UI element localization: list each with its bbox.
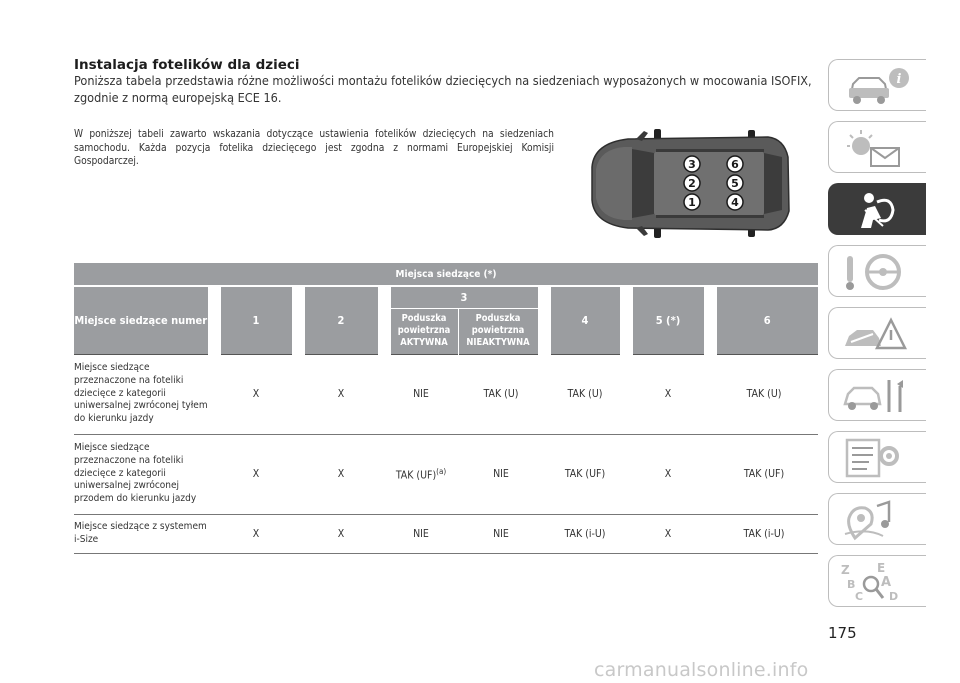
car-crash-warning-icon [837,312,917,356]
table-cell: X [298,354,384,434]
table-cell: TAK (U) [710,354,818,434]
chapter-tab-technical-data[interactable] [828,431,926,483]
row-header-seat-number: Miejsce siedzące numer [74,286,214,354]
airbag-seat-icon [837,188,917,232]
column-header-3-airbag-inactive: Poduszka powietrzna NIEAKTYWNA [458,308,544,354]
multimedia-music-icon [837,498,917,542]
footnote-marker: (a) [436,466,447,476]
technical-data-gear-icon [837,436,917,480]
child-seat-table [74,263,818,554]
svg-text:E: E [877,561,886,575]
section-note: W poniższej tabeli zawarto wskazania dotyczące ustawienia fotelików dziecięcych na siedzeniach samochodu. Każda pozycja fotelika dziecięcego jest zgodna z normami Europejskiej Komisji Gospodarczej. [74,129,554,167]
section-intro: Poniższa tabela przedstawia różne możliwości montażu fotelików dziecięcych na siedzeniach wyposażonych w mocowania ISOFIX, zgodnie z normą europejską ECE 16. [74,73,812,105]
svg-text:C: C [855,590,864,603]
seat-marker-6: 6 [731,158,739,171]
car-service-tools-icon [837,374,917,418]
warning-light-mail-icon [837,126,917,170]
table-cell [384,354,458,434]
seat-marker-2: 2 [688,177,696,190]
table-cell: X [626,514,710,553]
table-cell [384,514,458,553]
table-cell: X [298,434,384,514]
table-cell: X [214,434,298,514]
row-label: Miejsce siedzące z systemem i-Size [74,514,214,553]
chapter-tab-safety[interactable] [828,183,926,235]
seat-marker-5: 5 [731,177,739,190]
table-cell: X [214,514,298,553]
svg-text:i: i [896,72,902,87]
chapter-tab-car-info[interactable] [828,59,926,111]
cell-value: NIE [413,388,429,400]
seat-marker-1: 1 [688,196,696,209]
table-cell: NIE [458,434,544,514]
chapter-tab-warning-lights[interactable] [828,121,926,173]
svg-text:Z: Z [841,563,850,577]
chapter-tab-emergency[interactable] [828,307,926,359]
table-cell: X [626,434,710,514]
table-cell: TAK (UF) [710,434,818,514]
chapter-tab-starting-driving[interactable] [828,245,926,297]
svg-text:A: A [881,575,892,590]
table-cell: X [298,514,384,553]
watermark: carmanualsonline.info [594,659,809,681]
seat-marker-3: 3 [688,158,696,171]
column-header-3: 3 [384,286,544,308]
column-header-5: 5 (*) [626,286,710,354]
cell-value: NIE [413,527,429,540]
svg-text:B: B [847,578,856,591]
row-label: Miejsce siedzące przeznaczone na foteliki dziecięce z kategorii uniwersalnej zwróconej przodem do kierunku jazdy [74,434,214,514]
table-cell: X [214,354,298,434]
steering-wheel-icon [837,250,917,294]
table-row [74,434,818,514]
page-number: 175 [828,624,857,642]
section-title: Instalacja fotelików dla dzieci [74,57,300,73]
column-header-6: 6 [710,286,818,354]
table-row [74,514,818,553]
column-header-1: 1 [214,286,298,354]
column-header-2: 2 [298,286,384,354]
table-cell: TAK (U) [544,354,626,434]
table-cell: TAK (UF) [544,434,626,514]
seat-marker-4: 4 [731,196,739,209]
chapter-tab-index[interactable] [828,555,926,607]
table-cell: X [626,354,710,434]
column-header-3-airbag-active: Poduszka powietrzna AKTYWNA [384,308,458,354]
car-seat-diagram [578,127,800,240]
chapter-tab-servicing[interactable] [828,369,926,421]
table-cell: NIE [458,514,544,553]
table-cell [384,434,458,514]
table-cell: TAK (i-U) [544,514,626,553]
row-label: Miejsce siedzące przeznaczone na foteliki dziecięce z kategorii uniwersalnej zwróconej tyłem do kierunku jazdy [74,354,214,434]
car-info-icon [837,64,917,108]
cell-value: TAK (UF) [395,469,437,482]
svg-text:D: D [889,590,899,603]
table-cell: TAK (i-U) [710,514,818,553]
chapter-tab-multimedia[interactable] [828,493,926,545]
table-cell: TAK (U) [458,354,544,434]
column-header-4: 4 [544,286,626,354]
table-row [74,354,818,434]
alphabetical-index-icon [837,560,917,604]
table-group-header: Miejsca siedzące (*) [74,263,818,286]
